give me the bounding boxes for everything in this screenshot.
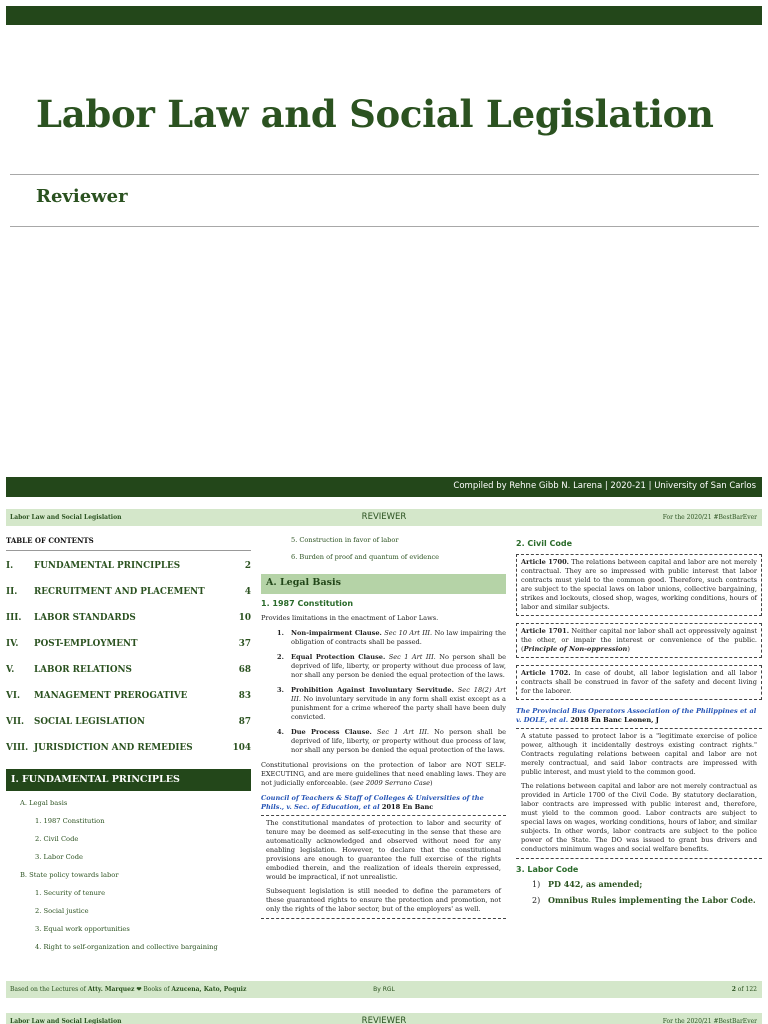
outline-item[interactable]: 2. Civil Code	[35, 835, 79, 843]
constitution-item	[277, 686, 506, 722]
item-number: 4.	[277, 728, 284, 736]
outline-item[interactable]: 1. 1987 Constitution	[35, 817, 105, 825]
outline-item[interactable]: 1. Security of tenure	[35, 889, 106, 897]
article-end: )	[627, 645, 630, 653]
toc-page: 83	[238, 691, 251, 701]
labor-code-item	[532, 896, 762, 912]
item-body: No involuntary servitude in any form shall exist except as a punishment for a crime whereof the party shall have been duly convicted.	[291, 695, 506, 721]
toc-number: V.	[6, 665, 15, 675]
item-body: No person shall be deprived of life, liberty, or property without due process of law, nor shall any person be denied the equal protection of the laws.	[291, 728, 506, 754]
case-digest-council	[261, 815, 506, 919]
toc-title: RECRUITMENT AND PLACEMENT	[34, 587, 205, 597]
toc-list	[6, 551, 251, 759]
case-citation-council	[261, 794, 506, 812]
footer-page-number	[732, 986, 757, 993]
document-title: Labor Law and Social Legislation	[36, 92, 714, 136]
toc-title: JURISDICTION AND REMEDIES	[34, 743, 193, 753]
item-number: 3.	[277, 686, 284, 694]
labor-code-item	[532, 880, 762, 896]
outline-item[interactable]: 2. Social justice	[35, 907, 89, 915]
item-number: 1)	[532, 880, 541, 889]
footer-books: Azucena, Kato, Poquiz	[171, 986, 247, 993]
item-text	[291, 629, 506, 647]
constitution-list	[277, 629, 506, 755]
toc-number: IV.	[6, 639, 19, 649]
footer-prefix: Based on the Lectures of	[10, 986, 88, 993]
toc-column	[6, 536, 251, 961]
case-tail: 2018 En Banc	[379, 803, 434, 811]
article-label: Article 1702.	[521, 669, 571, 677]
toc-page: 37	[238, 639, 251, 649]
page-header	[6, 509, 762, 526]
article-principle: Principle of Non-oppression	[523, 645, 628, 653]
header-center: REVIEWER	[361, 1016, 407, 1024]
next-page-header	[6, 1013, 762, 1024]
toc-entry[interactable]	[6, 681, 251, 707]
item-text: PD 442, as amended;	[548, 879, 643, 889]
note-ref: see 2009 Serrano Case	[352, 779, 430, 787]
outline-item[interactable]: 3. Equal work opportunities	[35, 925, 130, 933]
section-outline	[6, 799, 251, 961]
article-text: In case of doubt, all labor legislation and all labor contracts shall be construed in favor of the safety and decent living for the laborer.	[521, 669, 757, 695]
toc-title: POST-EMPLOYMENT	[34, 639, 138, 649]
toc-title: LABOR RELATIONS	[34, 665, 132, 675]
case-paragraph: A statute passed to protect labor is a "legitimate exercise of police power, although it incidentally destroys existing contract rights." Contracts regulating relations between capital and labor are not merely contractual, and said labor contracts are impressed with public interest, and must yield to the common good.	[521, 732, 757, 776]
subtitle-divider	[10, 226, 759, 227]
header-right: For the 2020/21 #BestBarEver	[662, 514, 757, 521]
toc-entry[interactable]	[6, 603, 251, 629]
item-number: 2)	[532, 896, 541, 905]
document-subtitle: Reviewer	[36, 186, 128, 207]
note-end: )	[429, 779, 433, 787]
footer-mid: Books of	[141, 986, 172, 993]
item-ref: Sec 1 Art III.	[376, 728, 430, 736]
civil-code-heading: 2. Civil Code	[516, 539, 573, 548]
toc-number: III.	[6, 613, 22, 623]
item-body: No law impairing the obligation of contracts shall be passed.	[291, 629, 506, 646]
title-divider	[10, 174, 759, 175]
labor-code-heading: 3. Labor Code	[516, 865, 579, 874]
footer-page: 2	[731, 986, 736, 993]
toc-page: 87	[238, 717, 251, 727]
item-ref: Sec 1 Art III.	[388, 653, 436, 661]
item-ref: Sec 18(2) Art III.	[291, 686, 506, 703]
toc-entry[interactable]	[6, 655, 251, 681]
toc-number: II.	[6, 587, 18, 597]
note-text: Constitutional provisions on the protection of labor are NOT SELF-EXECUTING, and are mere guidelines that need enabling laws. They are not judicially enforceable. (	[261, 761, 506, 787]
outline-item[interactable]: 4. Right to self-organization and collective bargaining	[35, 943, 218, 951]
item-text	[291, 728, 506, 755]
outline-item[interactable]: 3. Labor Code	[35, 853, 83, 861]
toc-entry[interactable]	[6, 577, 251, 603]
toc-title: SOCIAL LEGISLATION	[34, 717, 145, 727]
civil-code-column	[516, 536, 762, 912]
item-text: Omnibus Rules implementing the Labor Code.	[548, 895, 756, 905]
toc-title: FUNDAMENTAL PRINCIPLES	[34, 561, 181, 571]
item-ref: Sec 10 Art III.	[384, 629, 433, 637]
case-title: The Provincial Bus Operators Association of the Philippines et al v. DOLE, et al.	[516, 707, 757, 724]
footer-total: of 122	[735, 986, 757, 993]
item-body: No person shall be deprived of life, liberty, or property without due process of law, nor shall any person be denied the equal protection of the laws.	[291, 653, 506, 679]
toc-number: VII.	[6, 717, 25, 727]
item-number: 1.	[277, 629, 284, 637]
article-box	[516, 554, 762, 616]
footer-lecturer: Atty. Marquez ❤	[87, 986, 142, 993]
constitution-item	[277, 629, 506, 647]
constitution-item	[277, 653, 506, 680]
legal-basis-column	[261, 536, 506, 919]
footer-center: By RGL	[373, 986, 395, 993]
header-right: For the 2020/21 #BestBarEver	[662, 1018, 757, 1024]
case-title: Council of Teachers & Staff of Colleges & Universities of the Phils., v. Sec. of Education, et al	[261, 794, 484, 811]
toc-page: 10	[238, 613, 251, 623]
case-digest-pboap	[516, 728, 762, 859]
constitution-heading: 1. 1987 Constitution	[261, 599, 354, 608]
outline-item[interactable]: B. State policy towards labor	[20, 871, 119, 879]
toc-page: 2	[244, 561, 251, 571]
article-label: Article 1701.	[521, 627, 570, 635]
toc-number: VIII.	[6, 743, 29, 753]
article-text: Neither capital nor labor shall act oppressively against the other, or impair the interest or convenience of the public. (	[521, 627, 757, 653]
item-title: Non-impairment Clause.	[291, 629, 382, 637]
header-left: Labor Law and Social Legislation	[10, 1018, 122, 1024]
case-tail: 2018 En Banc Leonen, J	[568, 716, 659, 724]
civil-code-articles	[516, 554, 762, 700]
constitution-item	[277, 728, 506, 755]
toc-entry[interactable]	[6, 629, 251, 655]
section-banner: I. FUNDAMENTAL PRINCIPLES	[6, 769, 251, 791]
toc-number: VI.	[6, 691, 21, 701]
toc-entry[interactable]	[6, 707, 251, 733]
case-paragraph: Subsequent legislation is still needed to define the parameters of these guaranteed rights to ensure the protection and promotion, not only the rights of the labor sector, but of the employers' as well.	[266, 887, 501, 913]
header-left: Labor Law and Social Legislation	[10, 514, 122, 521]
case-citation-pboap	[516, 707, 762, 725]
toc-page: 4	[244, 587, 251, 597]
article-box	[516, 665, 762, 700]
article-label: Article 1700.	[521, 558, 569, 566]
item-title: Prohibition Against Involuntary Servitude.	[291, 686, 454, 694]
toc-page: 68	[238, 665, 251, 675]
header-center: REVIEWER	[361, 512, 407, 522]
article-box	[516, 623, 762, 658]
toc-page: 104	[232, 743, 251, 753]
labor-code-list	[532, 880, 762, 912]
toc-title: MANAGEMENT PREROGATIVE	[34, 691, 188, 701]
item-text	[291, 653, 506, 680]
outline-continued	[261, 536, 506, 570]
toc-entry[interactable]	[6, 551, 251, 577]
item-text	[291, 686, 506, 722]
toc-entry[interactable]	[6, 733, 251, 759]
self-executing-note	[261, 761, 506, 788]
toc-title: LABOR STANDARDS	[34, 613, 136, 623]
outline-item[interactable]: A. Legal basis	[20, 799, 68, 807]
compiled-by-bar: Compiled by Rehne Gibb N. Larena | 2020-21 | University of San Carlos	[6, 477, 762, 497]
case-paragraph: The constitutional mandates of protection to labor and security of tenure may be deemed as self-executing in the sense that these are automatically acknowledged and observed without need for any enabling legislation. However, to declare that the constitutional provisions are enough to guarantee the full exercise of the rights embodied therein, and the realization of ideals therein expressed, would be impractical, if not unrealistic.	[266, 819, 501, 881]
item-title: Due Process Clause.	[291, 728, 372, 736]
article-text: The relations between capital and labor are not merely contractual. They are so impressed with public interest that labor contracts must yield to the common good. Therefore, such contracts are subject to the special laws on labor unions, collective bargaining, strikes and lockouts, closed shop, wages, working conditions, hours of labor and similar subjects.	[521, 558, 757, 611]
item-number: 2.	[277, 653, 284, 661]
legal-basis-banner: A. Legal Basis	[261, 574, 506, 594]
page-footer	[6, 981, 762, 998]
outline-item[interactable]: 5. Construction in favor of labor	[291, 536, 399, 544]
case-paragraph: The relations between capital and labor are not merely contractual as provided in Article 1700 of the Civil Code. By statutory declaration, labor contracts are impressed with public interest and, therefore, must yield to the common good. Labor contracts are subject to special laws on wages, working conditions, hours of labor, and similar subjects. In other words, labor contracts are subject to the police power of the State. The DO was issued to grant bus drivers and conductors minimum wages and social welfare benefits.	[521, 782, 757, 853]
item-title: Equal Protection Clause.	[291, 653, 386, 661]
cover-top-bar	[6, 6, 762, 25]
toc-heading: TABLE OF CONTENTS	[6, 536, 251, 551]
constitution-intro: Provides limitations in the enactment of Labor Laws.	[261, 614, 439, 622]
toc-number: I.	[6, 561, 14, 571]
outline-item[interactable]: 6. Burden of proof and quantum of evidence	[291, 553, 440, 561]
